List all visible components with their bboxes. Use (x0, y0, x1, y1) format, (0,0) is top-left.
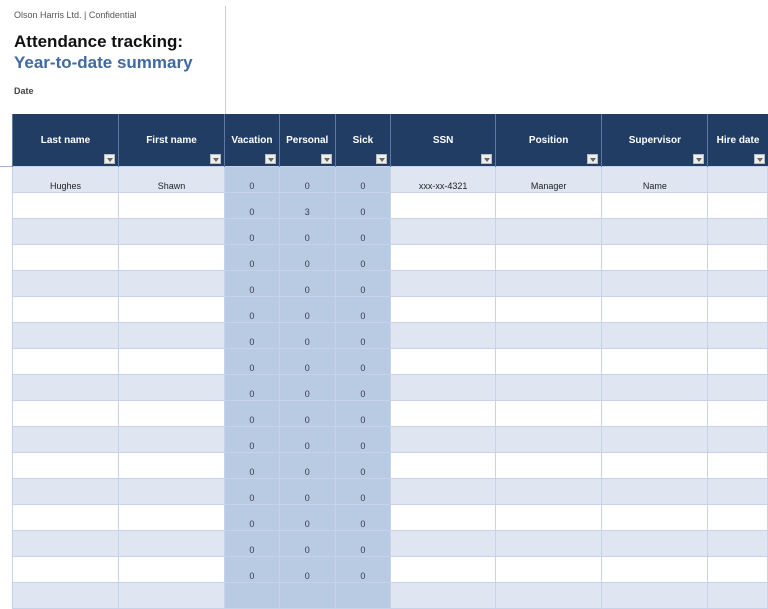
cell-value (13, 607, 118, 608)
cell-value: 0 (249, 493, 255, 503)
cell-value: Name (642, 181, 667, 191)
cell-personal[interactable] (279, 297, 335, 323)
cell-supervisor[interactable] (602, 531, 708, 557)
cell-value: 0 (249, 519, 255, 529)
cell-value: Manager (530, 181, 567, 191)
company-confidential-label: Olson Harris Ltd. | Confidential (14, 10, 137, 20)
cell-position[interactable] (496, 167, 602, 193)
cell-ssn[interactable] (391, 219, 496, 245)
table-row (13, 505, 768, 531)
cell-vacation[interactable] (224, 557, 279, 583)
cell-position[interactable] (496, 401, 602, 427)
cell-value: 0 (304, 467, 310, 477)
cell-value: 0 (360, 181, 366, 191)
cell-first-name[interactable] (119, 219, 225, 245)
cell-value: 0 (304, 259, 310, 269)
cell-first-name[interactable] (119, 271, 225, 297)
cell-sick[interactable] (335, 531, 391, 557)
cell-last-name[interactable] (13, 531, 119, 557)
cell-supervisor[interactable] (602, 401, 708, 427)
cell-last-name[interactable] (13, 583, 119, 609)
date-label: Date (14, 86, 34, 96)
table-row (13, 557, 768, 583)
cell-supervisor[interactable] (602, 453, 708, 479)
cell-position[interactable] (496, 427, 602, 453)
cell-value: 0 (304, 415, 310, 425)
cell-ssn[interactable] (391, 167, 496, 193)
cell-vacation[interactable] (224, 401, 279, 427)
column-header-first-name[interactable] (119, 114, 225, 167)
column-header-label: SSN (432, 135, 454, 146)
cell-value: 0 (304, 181, 310, 191)
cell-value: 0 (249, 571, 255, 581)
cell-value: Shawn (157, 181, 186, 191)
filter-dropdown-icon[interactable] (210, 154, 221, 164)
cell-value: 0 (249, 311, 255, 321)
cell-vacation[interactable] (224, 479, 279, 505)
cell-first-name[interactable] (119, 401, 225, 427)
cell-ssn[interactable] (391, 557, 496, 583)
filter-dropdown-icon[interactable] (321, 154, 332, 164)
cell-value (496, 607, 601, 608)
cell-ssn[interactable] (391, 349, 496, 375)
cell-last-name[interactable] (13, 271, 119, 297)
cell-value: 0 (249, 285, 255, 295)
cell-position[interactable] (496, 271, 602, 297)
column-header-label: Vacation (231, 135, 273, 146)
cell-position[interactable] (496, 245, 602, 271)
cell-value: 0 (360, 545, 366, 555)
cell-hire-date[interactable] (708, 505, 768, 531)
cell-value: 0 (360, 389, 366, 399)
column-divider (225, 6, 226, 114)
cell-last-name[interactable] (13, 349, 119, 375)
cell-hire-date[interactable] (708, 427, 768, 453)
cell-last-name[interactable] (13, 479, 119, 505)
filter-dropdown-icon[interactable] (265, 154, 276, 164)
cell-last-name[interactable] (13, 427, 119, 453)
cell-last-name[interactable] (13, 297, 119, 323)
cell-ssn[interactable] (391, 583, 496, 609)
cell-value: 0 (304, 571, 310, 581)
cell-vacation[interactable] (224, 245, 279, 271)
cell-value: 0 (304, 441, 310, 451)
filter-dropdown-icon[interactable] (587, 154, 598, 164)
cell-value: 0 (304, 285, 310, 295)
cell-value: 0 (360, 259, 366, 269)
cell-supervisor[interactable] (602, 479, 708, 505)
table-row (13, 271, 768, 297)
table-row (13, 453, 768, 479)
cell-hire-date[interactable] (708, 531, 768, 557)
cell-sick[interactable] (335, 557, 391, 583)
cell-sick[interactable] (335, 427, 391, 453)
cell-last-name[interactable] (13, 323, 119, 349)
cell-position[interactable] (496, 375, 602, 401)
column-header-supervisor[interactable] (602, 114, 708, 167)
cell-first-name[interactable] (119, 557, 225, 583)
column-header-label: Sick (352, 135, 374, 146)
cell-value: 0 (360, 285, 366, 295)
cell-sick[interactable] (335, 453, 391, 479)
cell-vacation[interactable] (224, 297, 279, 323)
cell-personal[interactable] (279, 219, 335, 245)
column-header-label: Supervisor (628, 135, 681, 146)
cell-vacation[interactable] (224, 349, 279, 375)
cell-personal[interactable] (279, 323, 335, 349)
cell-vacation[interactable] (224, 583, 279, 609)
cell-ssn[interactable] (391, 531, 496, 557)
cell-hire-date[interactable] (708, 193, 768, 219)
cell-supervisor[interactable] (602, 427, 708, 453)
cell-value: 0 (304, 493, 310, 503)
cell-value (225, 607, 279, 608)
cell-supervisor[interactable] (602, 375, 708, 401)
cell-position[interactable] (496, 219, 602, 245)
cell-value: 0 (249, 545, 255, 555)
column-header-label: Personal (286, 135, 329, 146)
cell-hire-date[interactable] (708, 401, 768, 427)
cell-position[interactable] (496, 453, 602, 479)
cell-first-name[interactable] (119, 375, 225, 401)
cell-ssn[interactable] (391, 401, 496, 427)
cell-personal[interactable] (279, 531, 335, 557)
cell-value: 0 (360, 441, 366, 451)
cell-personal[interactable] (279, 427, 335, 453)
cell-hire-date[interactable] (708, 479, 768, 505)
table-row (13, 193, 768, 219)
column-header-position[interactable] (496, 114, 602, 167)
cell-hire-date[interactable] (708, 557, 768, 583)
table-row (13, 427, 768, 453)
cell-vacation[interactable] (224, 375, 279, 401)
cell-value: 0 (249, 181, 255, 191)
cell-ssn[interactable] (391, 323, 496, 349)
cell-hire-date[interactable] (708, 219, 768, 245)
cell-personal[interactable] (279, 505, 335, 531)
filter-dropdown-icon[interactable] (754, 154, 765, 164)
cell-ssn[interactable] (391, 245, 496, 271)
cell-value (336, 607, 391, 608)
cell-value: 0 (304, 519, 310, 529)
cell-first-name[interactable] (119, 167, 225, 193)
cell-vacation[interactable] (224, 505, 279, 531)
table-row (13, 297, 768, 323)
cell-position[interactable] (496, 557, 602, 583)
table-row (13, 167, 768, 193)
cell-supervisor[interactable] (602, 193, 708, 219)
cell-first-name[interactable] (119, 427, 225, 453)
cell-vacation[interactable] (224, 219, 279, 245)
cell-value (391, 607, 495, 608)
cell-sick[interactable] (335, 167, 391, 193)
cell-value: 0 (304, 311, 310, 321)
cell-ssn[interactable] (391, 479, 496, 505)
cell-value (119, 607, 224, 608)
cell-supervisor[interactable] (602, 167, 708, 193)
cell-first-name[interactable] (119, 505, 225, 531)
cell-ssn[interactable] (391, 427, 496, 453)
cell-personal[interactable] (279, 375, 335, 401)
cell-sick[interactable] (335, 193, 391, 219)
table-row (13, 323, 768, 349)
cell-ssn[interactable] (391, 505, 496, 531)
cell-position[interactable] (496, 193, 602, 219)
cell-first-name[interactable] (119, 245, 225, 271)
cell-value: 0 (249, 207, 255, 217)
cell-hire-date[interactable] (708, 245, 768, 271)
column-header-sick[interactable] (335, 114, 391, 167)
cell-value: 0 (360, 311, 366, 321)
cell-supervisor[interactable] (602, 297, 708, 323)
cell-supervisor[interactable] (602, 557, 708, 583)
cell-personal[interactable] (279, 271, 335, 297)
page-subtitle: Year-to-date summary (14, 53, 193, 72)
table-row (13, 479, 768, 505)
cell-position[interactable] (496, 583, 602, 609)
table-body (13, 167, 768, 609)
cell-value: 0 (249, 337, 255, 347)
cell-value: 0 (249, 259, 255, 269)
cell-sick[interactable] (335, 349, 391, 375)
cell-vacation[interactable] (224, 167, 279, 193)
filter-dropdown-icon[interactable] (481, 154, 492, 164)
table-header-row (13, 114, 768, 167)
cell-personal[interactable] (279, 479, 335, 505)
column-header-hire-date[interactable] (708, 114, 768, 167)
cell-sick[interactable] (335, 271, 391, 297)
cell-first-name[interactable] (119, 349, 225, 375)
cell-value: 0 (304, 233, 310, 243)
column-header-vacation[interactable] (224, 114, 279, 167)
cell-vacation[interactable] (224, 427, 279, 453)
cell-personal[interactable] (279, 557, 335, 583)
cell-sick[interactable] (335, 245, 391, 271)
cell-last-name[interactable] (13, 505, 119, 531)
cell-value: 0 (360, 571, 366, 581)
cell-value: 0 (304, 363, 310, 373)
cell-hire-date[interactable] (708, 583, 768, 609)
cell-vacation[interactable] (224, 531, 279, 557)
cell-ssn[interactable] (391, 193, 496, 219)
cell-hire-date[interactable] (708, 453, 768, 479)
cell-sick[interactable] (335, 219, 391, 245)
table-row (13, 349, 768, 375)
cell-last-name[interactable] (13, 453, 119, 479)
cell-value: 0 (360, 519, 366, 529)
cell-value: 0 (249, 415, 255, 425)
cell-personal[interactable] (279, 245, 335, 271)
cell-value: 0 (249, 389, 255, 399)
cell-ssn[interactable] (391, 453, 496, 479)
cell-position[interactable] (496, 297, 602, 323)
cell-sick[interactable] (335, 323, 391, 349)
table-row (13, 245, 768, 271)
row-divider (0, 166, 12, 167)
cell-supervisor[interactable] (602, 219, 708, 245)
table-row (13, 531, 768, 557)
cell-first-name[interactable] (119, 193, 225, 219)
cell-hire-date[interactable] (708, 167, 768, 193)
cell-sick[interactable] (335, 375, 391, 401)
cell-value: 0 (249, 441, 255, 451)
cell-position[interactable] (496, 479, 602, 505)
cell-value: 0 (360, 233, 366, 243)
cell-personal[interactable] (279, 349, 335, 375)
cell-vacation[interactable] (224, 323, 279, 349)
table-row (13, 219, 768, 245)
cell-hire-date[interactable] (708, 375, 768, 401)
cell-hire-date[interactable] (708, 349, 768, 375)
filter-dropdown-icon[interactable] (693, 154, 704, 164)
page-title: Attendance tracking: (14, 32, 184, 51)
column-header-label: Last name (40, 135, 91, 146)
cell-first-name[interactable] (119, 479, 225, 505)
cell-supervisor[interactable] (602, 583, 708, 609)
cell-value: 3 (304, 207, 310, 217)
column-header-label: First name (146, 135, 197, 146)
cell-last-name[interactable] (13, 219, 119, 245)
cell-supervisor[interactable] (602, 323, 708, 349)
cell-supervisor[interactable] (602, 271, 708, 297)
filter-dropdown-icon[interactable] (104, 154, 115, 164)
cell-value: 0 (360, 363, 366, 373)
cell-value: 0 (360, 207, 366, 217)
cell-value: Hughes (49, 181, 82, 191)
cell-value: 0 (360, 493, 366, 503)
cell-supervisor[interactable] (602, 505, 708, 531)
cell-first-name[interactable] (119, 453, 225, 479)
cell-vacation[interactable] (224, 193, 279, 219)
cell-sick[interactable] (335, 297, 391, 323)
cell-last-name[interactable] (13, 557, 119, 583)
cell-position[interactable] (496, 505, 602, 531)
cell-first-name[interactable] (119, 583, 225, 609)
cell-hire-date[interactable] (708, 323, 768, 349)
cell-supervisor[interactable] (602, 349, 708, 375)
cell-value: 0 (249, 363, 255, 373)
cell-value: 0 (249, 233, 255, 243)
cell-last-name[interactable] (13, 375, 119, 401)
cell-personal[interactable] (279, 401, 335, 427)
table-row (13, 375, 768, 401)
table-row (13, 583, 768, 609)
cell-position[interactable] (496, 323, 602, 349)
cell-value: 0 (304, 337, 310, 347)
filter-dropdown-icon[interactable] (376, 154, 387, 164)
cell-sick[interactable] (335, 479, 391, 505)
column-header-personal[interactable] (279, 114, 335, 167)
cell-first-name[interactable] (119, 297, 225, 323)
cell-value: 0 (304, 545, 310, 555)
cell-first-name[interactable] (119, 531, 225, 557)
cell-hire-date[interactable] (708, 271, 768, 297)
attendance-table (12, 114, 768, 609)
column-header-label: Position (528, 135, 569, 146)
cell-last-name[interactable] (13, 401, 119, 427)
cell-vacation[interactable] (224, 453, 279, 479)
cell-last-name[interactable] (13, 245, 119, 271)
cell-vacation[interactable] (224, 271, 279, 297)
cell-value: 0 (249, 467, 255, 477)
cell-sick[interactable] (335, 401, 391, 427)
cell-position[interactable] (496, 531, 602, 557)
cell-ssn[interactable] (391, 375, 496, 401)
cell-value (708, 607, 767, 608)
cell-value: 0 (360, 467, 366, 477)
cell-first-name[interactable] (119, 323, 225, 349)
cell-value (280, 607, 335, 608)
cell-personal[interactable] (279, 453, 335, 479)
cell-value (602, 607, 707, 608)
cell-ssn[interactable] (391, 271, 496, 297)
cell-personal[interactable] (279, 167, 335, 193)
cell-ssn[interactable] (391, 297, 496, 323)
cell-hire-date[interactable] (708, 297, 768, 323)
table-row (13, 401, 768, 427)
cell-value: 0 (360, 337, 366, 347)
column-header-label: Hire date (716, 135, 760, 146)
cell-sick[interactable] (335, 505, 391, 531)
column-header-last-name[interactable] (13, 114, 119, 167)
cell-personal[interactable] (279, 583, 335, 609)
cell-value: 0 (304, 389, 310, 399)
cell-personal[interactable] (279, 193, 335, 219)
cell-last-name[interactable] (13, 167, 119, 193)
cell-last-name[interactable] (13, 193, 119, 219)
cell-value: 0 (360, 415, 366, 425)
cell-sick[interactable] (335, 583, 391, 609)
cell-value: xxx-xx-4321 (418, 181, 468, 191)
cell-supervisor[interactable] (602, 245, 708, 271)
cell-position[interactable] (496, 349, 602, 375)
column-header-ssn[interactable] (391, 114, 496, 167)
